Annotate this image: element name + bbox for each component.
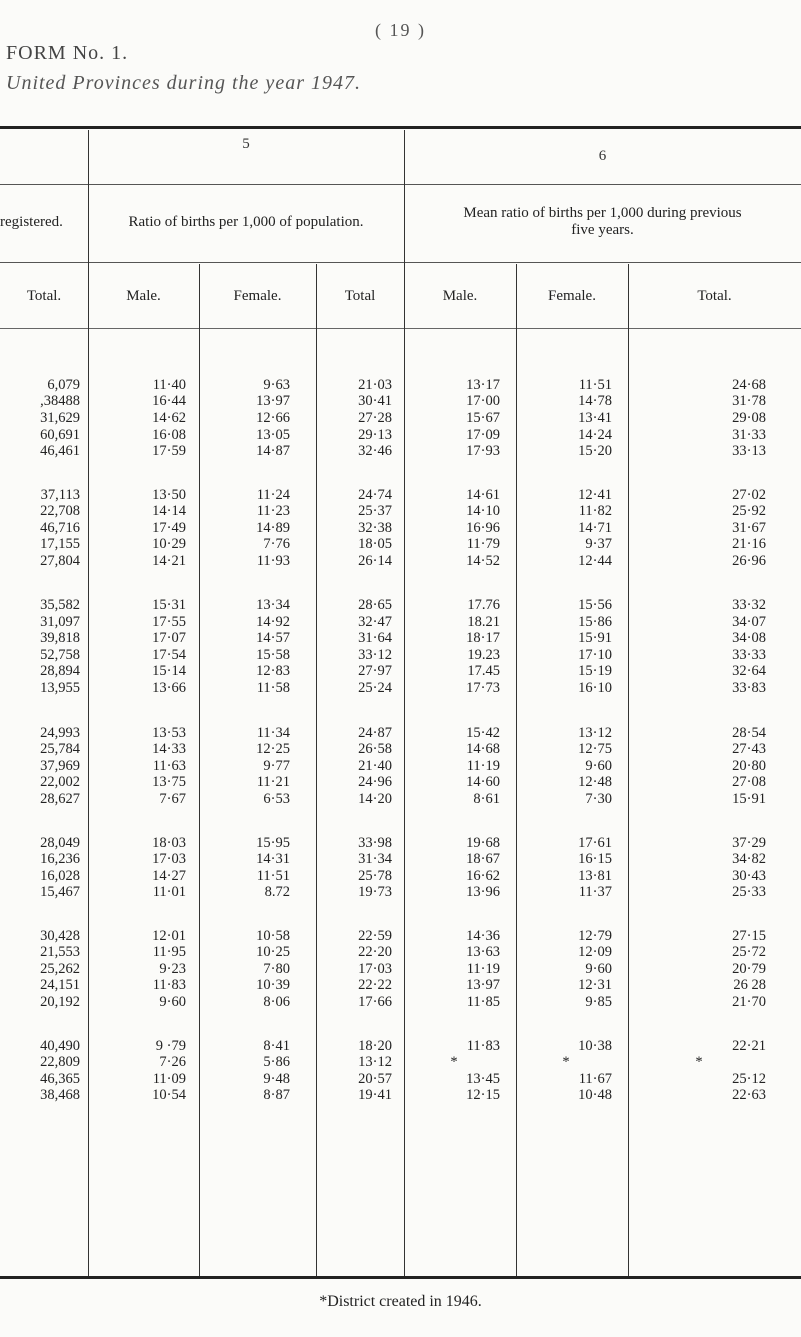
table-cell: 37·29 bbox=[732, 835, 766, 851]
table-cell: 34·08 bbox=[732, 630, 766, 646]
table-cell: 24·74 bbox=[358, 487, 392, 503]
table-cell: 16·15 bbox=[578, 851, 612, 867]
table-cell: 14·20 bbox=[358, 791, 392, 807]
table-cell: 22·21 bbox=[732, 1038, 766, 1054]
table-cell: 20,192 bbox=[40, 994, 80, 1010]
table-cell: 20·57 bbox=[358, 1071, 392, 1087]
table-cell: 33·32 bbox=[732, 597, 766, 613]
table-cell: 33·12 bbox=[358, 647, 392, 663]
column-group-number: 6 bbox=[598, 148, 607, 164]
table-cell: 10·25 bbox=[256, 944, 290, 960]
table-cell: 16·10 bbox=[578, 680, 612, 696]
table-cell: 26 28 bbox=[733, 977, 766, 993]
table-cell: 11·21 bbox=[256, 774, 290, 790]
table-cell: 46,365 bbox=[40, 1071, 80, 1087]
table-cell: 7·76 bbox=[263, 536, 290, 552]
table-cell: 17,155 bbox=[40, 536, 80, 552]
table-cell: 15·67 bbox=[466, 410, 500, 426]
table-cell: 17·10 bbox=[578, 647, 612, 663]
table-cell: 22,708 bbox=[40, 503, 80, 519]
table-cell: 60,691 bbox=[40, 427, 80, 443]
table-cell: 13·75 bbox=[152, 774, 186, 790]
column-header: Female. bbox=[233, 288, 282, 304]
table-cell: 17·93 bbox=[466, 443, 500, 459]
column-header: Male. bbox=[126, 288, 161, 304]
footnote: *District created in 1946. bbox=[319, 1293, 482, 1310]
table-cell: 33·13 bbox=[732, 443, 766, 459]
table-cell: 9·77 bbox=[263, 758, 290, 774]
table-cell: 52,758 bbox=[40, 647, 80, 663]
table-cell: 24·87 bbox=[358, 725, 392, 741]
table-cell: 13·66 bbox=[152, 680, 186, 696]
table-cell: 16,028 bbox=[40, 868, 80, 884]
table-cell: 31·64 bbox=[358, 630, 392, 646]
table-cell: 27,804 bbox=[40, 553, 80, 569]
table-cell: 13·53 bbox=[152, 725, 186, 741]
table-cell: 8·61 bbox=[473, 791, 500, 807]
table-cell: 12·44 bbox=[578, 553, 612, 569]
table-cell: 20·79 bbox=[732, 961, 766, 977]
table-cell: 16·44 bbox=[152, 393, 186, 409]
table-cell: 13·81 bbox=[578, 868, 612, 884]
table-cell: 14·78 bbox=[578, 393, 612, 409]
table-cell: 25,784 bbox=[40, 741, 80, 757]
table-cell: 16·96 bbox=[466, 520, 500, 536]
table-cell: 22,809 bbox=[40, 1054, 80, 1070]
table-cell: 9·63 bbox=[263, 377, 290, 393]
table-cell: 22·63 bbox=[732, 1087, 766, 1103]
table-cell: 8.72 bbox=[264, 884, 290, 900]
table-cell: 6,079 bbox=[47, 377, 80, 393]
table-cell: 28,894 bbox=[40, 663, 80, 679]
column-header: Female. bbox=[548, 288, 596, 304]
table-cell: 24,151 bbox=[40, 977, 80, 993]
table-cell: 38,468 bbox=[40, 1087, 80, 1103]
table-cell: 11·95 bbox=[152, 944, 186, 960]
table-cell: 16·62 bbox=[466, 868, 500, 884]
table-cell: 34·82 bbox=[732, 851, 766, 867]
page-number: ( 19 ) bbox=[375, 20, 426, 40]
table-cell: 28,627 bbox=[40, 791, 80, 807]
form-number: FORM No. 1. bbox=[6, 42, 129, 64]
table-cell: 11·34 bbox=[256, 725, 290, 741]
table-cell: 33·33 bbox=[732, 647, 766, 663]
table-cell: 18·17 bbox=[466, 630, 500, 646]
table-cell: 33·98 bbox=[358, 835, 392, 851]
table-cell: 11·58 bbox=[256, 680, 290, 696]
table-cell: 16,236 bbox=[40, 851, 80, 867]
table-cell: 13·96 bbox=[466, 884, 500, 900]
table-cell: 28·54 bbox=[732, 725, 766, 741]
column-divider bbox=[199, 264, 200, 1276]
table-cell: 8·06 bbox=[263, 994, 290, 1010]
table-cell: 12·41 bbox=[578, 487, 612, 503]
table-cell: 13·45 bbox=[466, 1071, 500, 1087]
bottom-rule bbox=[0, 1276, 801, 1279]
table-cell: 10·38 bbox=[578, 1038, 612, 1054]
table-cell: 40,490 bbox=[40, 1038, 80, 1054]
table-cell: 6·53 bbox=[263, 791, 290, 807]
table-cell: 31·78 bbox=[732, 393, 766, 409]
table-cell: 17·00 bbox=[466, 393, 500, 409]
table-cell: 14·24 bbox=[578, 427, 612, 443]
table-cell: 15·14 bbox=[152, 663, 186, 679]
registered-heading: registered. bbox=[0, 214, 63, 230]
table-cell: 17·66 bbox=[358, 994, 392, 1010]
table-cell: 9·60 bbox=[585, 758, 612, 774]
table-cell: 27·97 bbox=[358, 663, 392, 679]
table-cell: 22,002 bbox=[40, 774, 80, 790]
table-cell: 14·21 bbox=[152, 553, 186, 569]
table-cell: 13·17 bbox=[466, 377, 500, 393]
table-cell: 11·67 bbox=[578, 1071, 612, 1087]
table-cell: 15,467 bbox=[40, 884, 80, 900]
table-cell: 25·12 bbox=[732, 1071, 766, 1087]
table-cell: 35,582 bbox=[40, 597, 80, 613]
table-cell: 24·96 bbox=[358, 774, 392, 790]
column-divider bbox=[516, 264, 517, 1276]
table-cell: 12·75 bbox=[578, 741, 612, 757]
table-cell: 11·19 bbox=[466, 961, 500, 977]
table-cell: 14·36 bbox=[466, 928, 500, 944]
table-cell: 9·23 bbox=[159, 961, 186, 977]
table-cell: 28·65 bbox=[358, 597, 392, 613]
table-cell: 13·12 bbox=[358, 1054, 392, 1070]
mean-ratio-heading-line: five years. bbox=[571, 222, 634, 238]
table-cell: 19.23 bbox=[467, 647, 500, 663]
table-cell: 26·14 bbox=[358, 553, 392, 569]
table-cell: 14·33 bbox=[152, 741, 186, 757]
table-cell: 33·83 bbox=[732, 680, 766, 696]
table-cell: 7·26 bbox=[159, 1054, 186, 1070]
table-cell: 17·59 bbox=[152, 443, 186, 459]
table-cell: 10·48 bbox=[578, 1087, 612, 1103]
table-cell: 34·07 bbox=[732, 614, 766, 630]
table-cell: 15·95 bbox=[256, 835, 290, 851]
table-cell: 25·78 bbox=[358, 868, 392, 884]
table-cell: 17·55 bbox=[152, 614, 186, 630]
table-cell: 8·87 bbox=[263, 1087, 290, 1103]
table-cell: 10·39 bbox=[256, 977, 290, 993]
table-cell: 31,629 bbox=[40, 410, 80, 426]
table-cell: 46,716 bbox=[40, 520, 80, 536]
table-cell: 12·31 bbox=[578, 977, 612, 993]
table-cell: 39,818 bbox=[40, 630, 80, 646]
table-cell: 18·05 bbox=[358, 536, 392, 552]
table-cell: 11·09 bbox=[152, 1071, 186, 1087]
table-cell: 9·48 bbox=[263, 1071, 290, 1087]
table-cell: 15·91 bbox=[578, 630, 612, 646]
table-cell: 27·28 bbox=[358, 410, 392, 426]
table-cell: 11·79 bbox=[466, 536, 500, 552]
table-cell: 11·23 bbox=[256, 503, 290, 519]
table-cell: 12·01 bbox=[152, 928, 186, 944]
table-cell: 22·20 bbox=[358, 944, 392, 960]
table-cell: 30·43 bbox=[732, 868, 766, 884]
table-cell: 7·67 bbox=[159, 791, 186, 807]
table-cell: 30·41 bbox=[358, 393, 392, 409]
table-cell: 19·73 bbox=[358, 884, 392, 900]
table-cell: 14·31 bbox=[256, 851, 290, 867]
table-cell: 28,049 bbox=[40, 835, 80, 851]
table-cell: ,38488 bbox=[40, 393, 80, 409]
table-cell: 12·79 bbox=[578, 928, 612, 944]
table-cell: 19·41 bbox=[358, 1087, 392, 1103]
table-cell: 9·60 bbox=[159, 994, 186, 1010]
mean-ratio-heading bbox=[404, 205, 801, 239]
table-cell: 15·58 bbox=[256, 647, 290, 663]
table-cell: 15·42 bbox=[466, 725, 500, 741]
table-cell: 12·48 bbox=[578, 774, 612, 790]
table-cell: 29·13 bbox=[358, 427, 392, 443]
table-cell: 14·61 bbox=[466, 487, 500, 503]
table-cell: 25,262 bbox=[40, 961, 80, 977]
table-cell: 29·08 bbox=[732, 410, 766, 426]
table-cell: 32·47 bbox=[358, 614, 392, 630]
table-cell: 14·89 bbox=[256, 520, 290, 536]
table-cell: 9·37 bbox=[585, 536, 612, 552]
table-cell: 8·41 bbox=[263, 1038, 290, 1054]
table-cell: 11·24 bbox=[256, 487, 290, 503]
table-cell: 27·02 bbox=[732, 487, 766, 503]
header-rule bbox=[0, 262, 801, 263]
table-cell: 9 ·79 bbox=[155, 1038, 186, 1054]
table-cell: 11·01 bbox=[152, 884, 186, 900]
table-cell: 11·82 bbox=[578, 503, 612, 519]
table-cell: 11·40 bbox=[152, 377, 186, 393]
table-cell: 21,553 bbox=[40, 944, 80, 960]
table-cell: 17.76 bbox=[467, 597, 500, 613]
page-subtitle: United Provinces during the year 1947. bbox=[6, 72, 361, 94]
table-cell: 13·50 bbox=[152, 487, 186, 503]
table-cell: 13,955 bbox=[40, 680, 80, 696]
table-cell: 32·64 bbox=[732, 663, 766, 679]
table-cell: 19·68 bbox=[466, 835, 500, 851]
table-cell: * bbox=[562, 1054, 570, 1070]
table-cell: 10·58 bbox=[256, 928, 290, 944]
table-cell: 31,097 bbox=[40, 614, 80, 630]
table-cell: 9·60 bbox=[585, 961, 612, 977]
table-cell: 11·51 bbox=[578, 377, 612, 393]
table-cell: 11·63 bbox=[152, 758, 186, 774]
table-cell: 46,461 bbox=[40, 443, 80, 459]
table-cell: 12·15 bbox=[466, 1087, 500, 1103]
table-cell: 17·73 bbox=[466, 680, 500, 696]
table-cell: 31·67 bbox=[732, 520, 766, 536]
table-cell: 10·54 bbox=[152, 1087, 186, 1103]
table-cell: 13·05 bbox=[256, 427, 290, 443]
table-cell: 14·52 bbox=[466, 553, 500, 569]
table-cell: 14·92 bbox=[256, 614, 290, 630]
table-cell: 17·54 bbox=[152, 647, 186, 663]
table-cell: 18·03 bbox=[152, 835, 186, 851]
table-cell: 17·07 bbox=[152, 630, 186, 646]
table-cell: 14·14 bbox=[152, 503, 186, 519]
table-cell: 13·12 bbox=[578, 725, 612, 741]
table-cell: 13·41 bbox=[578, 410, 612, 426]
top-rule bbox=[0, 126, 801, 129]
table-cell: 15·20 bbox=[578, 443, 612, 459]
table-cell: 21·40 bbox=[358, 758, 392, 774]
table-cell: 24·68 bbox=[732, 377, 766, 393]
table-cell: 27·43 bbox=[732, 741, 766, 757]
table-cell: * bbox=[695, 1054, 703, 1070]
table-cell: 37,969 bbox=[40, 758, 80, 774]
table-cell: 10·29 bbox=[152, 536, 186, 552]
table-cell: 11·37 bbox=[578, 884, 612, 900]
group-rule bbox=[0, 184, 801, 185]
table-cell: 12·66 bbox=[256, 410, 290, 426]
table-cell: 21·03 bbox=[358, 377, 392, 393]
table-cell: 11·93 bbox=[256, 553, 290, 569]
table-cell: 7·80 bbox=[263, 961, 290, 977]
table-cell: 20·80 bbox=[732, 758, 766, 774]
table-cell: 25·33 bbox=[732, 884, 766, 900]
table-cell: 9·85 bbox=[585, 994, 612, 1010]
table-cell: 17·61 bbox=[578, 835, 612, 851]
table-cell: 17·03 bbox=[358, 961, 392, 977]
table-cell: 14·71 bbox=[578, 520, 612, 536]
table-cell: 18.21 bbox=[467, 614, 500, 630]
column-group-number: 5 bbox=[242, 136, 250, 152]
table-cell: 21·16 bbox=[732, 536, 766, 552]
table-cell: 13·97 bbox=[466, 977, 500, 993]
table-cell: 18·67 bbox=[466, 851, 500, 867]
table-cell: 17·49 bbox=[152, 520, 186, 536]
table-cell: 14·57 bbox=[256, 630, 290, 646]
mean-ratio-heading-line: Mean ratio of births per 1,000 during previous bbox=[463, 205, 742, 221]
column-header: Male. bbox=[442, 288, 478, 304]
table-cell: 11·85 bbox=[466, 994, 500, 1010]
table-cell: 14·27 bbox=[152, 868, 186, 884]
table-cell: 14·87 bbox=[256, 443, 290, 459]
table-cell: 14·62 bbox=[152, 410, 186, 426]
table-cell: 25·72 bbox=[732, 944, 766, 960]
ratio-heading: Ratio of births per 1,000 of population. bbox=[128, 214, 364, 230]
table-cell: 13·97 bbox=[256, 393, 290, 409]
table-cell: 22·59 bbox=[358, 928, 392, 944]
table-cell: 32·38 bbox=[358, 520, 392, 536]
table-cell: 25·92 bbox=[732, 503, 766, 519]
table-cell: * bbox=[450, 1054, 458, 1070]
table-cell: 15·56 bbox=[578, 597, 612, 613]
table-cell: 13·63 bbox=[466, 944, 500, 960]
table-cell: 14·68 bbox=[466, 741, 500, 757]
table-cell: 12·83 bbox=[256, 663, 290, 679]
table-cell: 17.45 bbox=[467, 663, 500, 679]
table-cell: 5·86 bbox=[263, 1054, 290, 1070]
column-divider bbox=[316, 264, 317, 1276]
table-cell: 11·83 bbox=[466, 1038, 500, 1054]
table-cell: 31·34 bbox=[358, 851, 392, 867]
table-cell: 30,428 bbox=[40, 928, 80, 944]
table-cell: 26·58 bbox=[358, 741, 392, 757]
table-cell: 15·19 bbox=[578, 663, 612, 679]
table-cell: 11·19 bbox=[466, 758, 500, 774]
table-cell: 26·96 bbox=[732, 553, 766, 569]
table-cell: 32·46 bbox=[358, 443, 392, 459]
table-cell: 27·08 bbox=[732, 774, 766, 790]
colhead-rule bbox=[0, 328, 801, 329]
table-cell: 11·83 bbox=[152, 977, 186, 993]
table-cell: 12·09 bbox=[578, 944, 612, 960]
table-cell: 17·03 bbox=[152, 851, 186, 867]
table-cell: 31·33 bbox=[732, 427, 766, 443]
table-cell: 11·51 bbox=[256, 868, 290, 884]
table-cell: 25·37 bbox=[358, 503, 392, 519]
column-divider bbox=[628, 264, 629, 1276]
table-cell: 24,993 bbox=[40, 725, 80, 741]
table-cell: 15·86 bbox=[578, 614, 612, 630]
table-cell: 16·08 bbox=[152, 427, 186, 443]
table-cell: 27·15 bbox=[732, 928, 766, 944]
table-cell: 7·30 bbox=[585, 791, 612, 807]
table-cell: 13·34 bbox=[256, 597, 290, 613]
table-cell: 12·25 bbox=[256, 741, 290, 757]
table-cell: 22·22 bbox=[358, 977, 392, 993]
table-cell: 14·10 bbox=[466, 503, 500, 519]
table-cell: 14·60 bbox=[466, 774, 500, 790]
column-header: Total. bbox=[26, 288, 62, 304]
table-cell: 21·70 bbox=[732, 994, 766, 1010]
column-header: Total bbox=[344, 288, 376, 304]
table-cell: 15·91 bbox=[732, 791, 766, 807]
table-cell: 15·31 bbox=[152, 597, 186, 613]
table-cell: 18·20 bbox=[358, 1038, 392, 1054]
table-cell: 37,113 bbox=[40, 487, 80, 503]
table-cell: 25·24 bbox=[358, 680, 392, 696]
column-header: Total. bbox=[697, 288, 732, 304]
table-cell: 17·09 bbox=[466, 427, 500, 443]
